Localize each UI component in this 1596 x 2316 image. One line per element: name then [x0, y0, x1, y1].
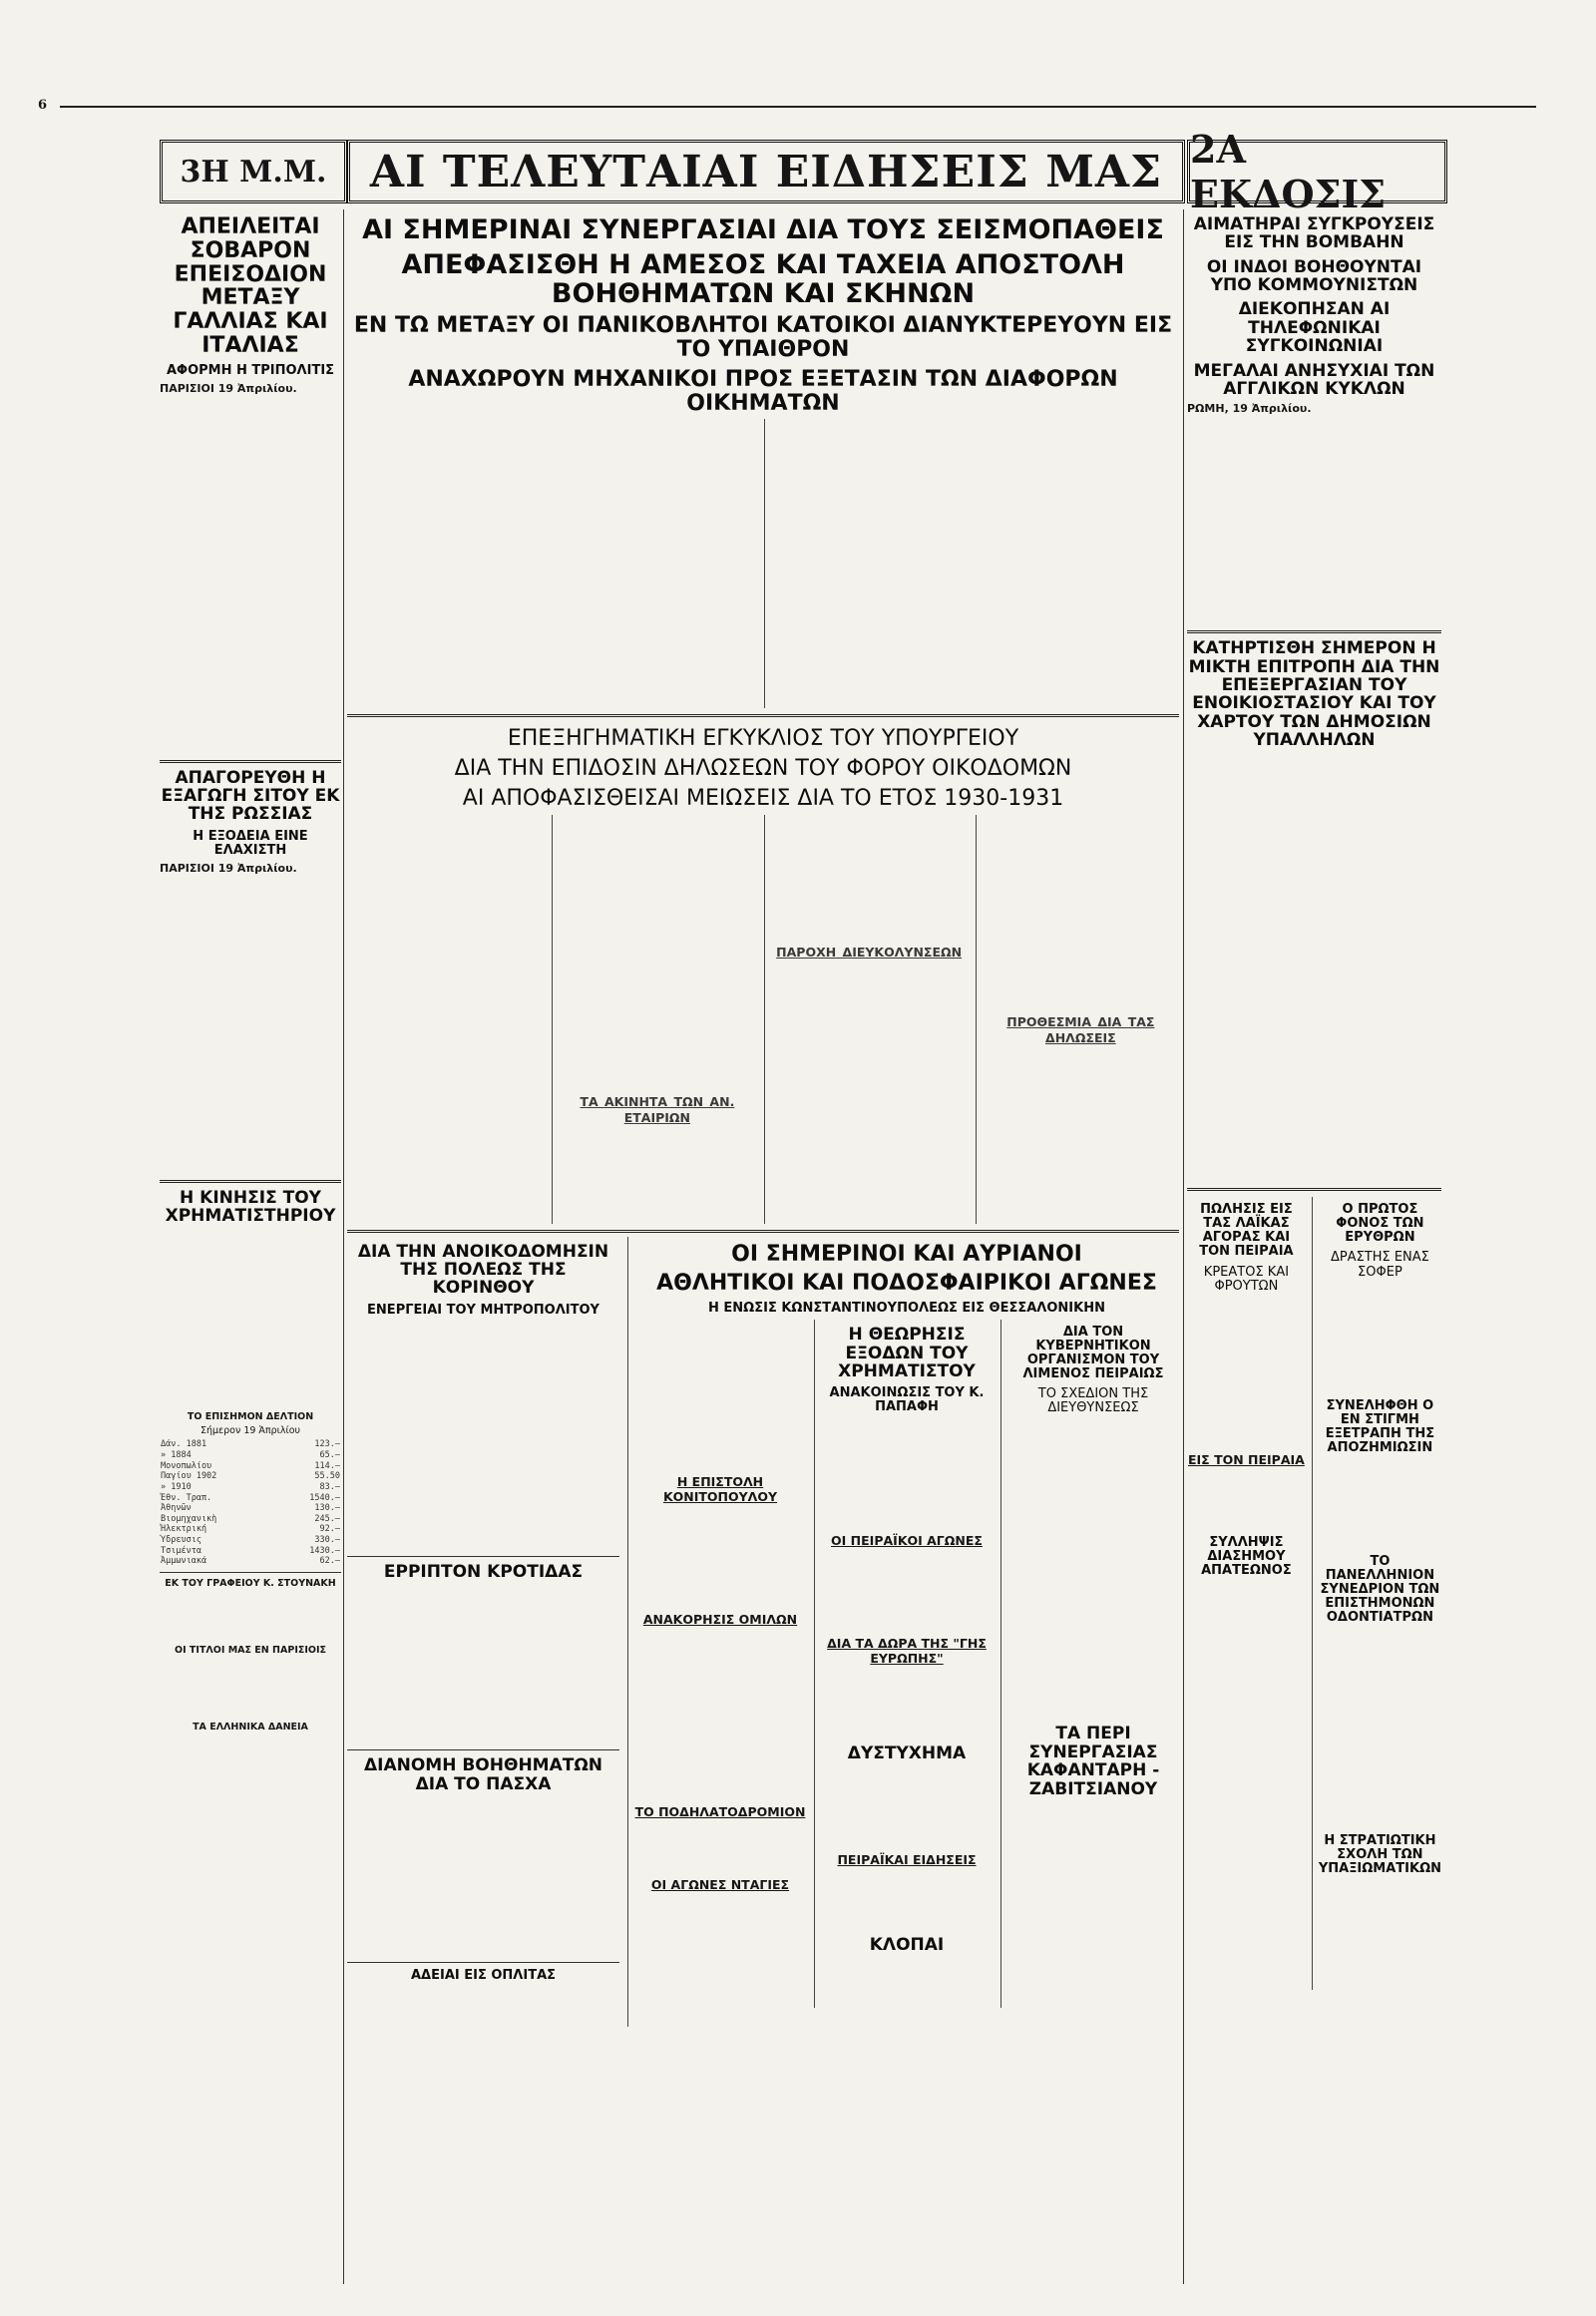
odontiatron-text — [1319, 1629, 1441, 1828]
adeiai-headline: ΑΔΕΙΑΙ ΕΙΣ ΟΠΛΙΤΑΣ — [410, 1967, 557, 1983]
divider — [160, 1572, 341, 1573]
europe-text — [821, 1669, 993, 1738]
price-row — [160, 1503, 341, 1514]
price-row — [160, 1556, 341, 1567]
left-foot-1: ΕΚ ΤΟΥ ΓΡΑΦΕΙΟΥ Κ. ΣΤΟΥΝΑΚΗ — [165, 1577, 336, 1589]
sport-col — [814, 1320, 993, 2008]
price-label: Παγίου 1902 — [161, 1471, 217, 1482]
dystychima-headline: ΔΥΣΤΥΧΗΜΑ — [847, 1743, 967, 1764]
peiraia-subhead: ΚΡΕΑΤΟΣ ΚΑΙ ΦΡΟΥΤΩΝ — [1203, 1264, 1290, 1294]
peiraikai-eidiseis-text — [821, 1870, 993, 1930]
thea-subhead: ΑΝΑΚΟΙΝΩΣΙΣ ΤΟΥ Κ. ΠΑΠΑΦΗ — [829, 1385, 985, 1415]
organ-text — [1007, 1419, 1179, 1719]
price-label: Ἀμμωνιακά — [161, 1556, 207, 1567]
peiraia-text-2 — [1187, 1470, 1306, 1530]
syllipsis-text — [1187, 1582, 1306, 1911]
price-row — [160, 1514, 341, 1525]
price-row — [160, 1439, 341, 1450]
right-headline-4: ΜΕΓΑΛΑΙ ΑΝΗΣΥΧΙΑΙ ΤΩΝ ΑΓΓΛΙΚΩΝ ΚΥΚΛΩΝ — [1193, 360, 1435, 399]
left-article-3-text — [160, 1229, 341, 1408]
peiraia-text — [1187, 1298, 1306, 1447]
left-subhead-2: Η ΕΞΟΔΕΙΑ ΕΙΝΕ ΕΛΑΧΙΣΤΗ — [193, 828, 308, 858]
right-lower-col — [1312, 1197, 1441, 1990]
lead-article-col — [347, 419, 756, 708]
price-value: 55.50 — [314, 1471, 340, 1482]
tax-article-body — [347, 815, 1179, 1224]
price-value: 130.— — [314, 1503, 340, 1514]
stratiotiki-headline: Η ΣΤΡΑΤΙΩΤΙΚΗ ΣΧΟΛΗ ΤΩΝ ΥΠΑΞΙΩΜΑΤΙΚΩΝ — [1318, 1832, 1441, 1876]
sport-text — [634, 1630, 806, 1799]
sport-headline-1: ΟΙ ΣΗΜΕΡΙΝΟΙ ΚΑΙ ΑΥΡΙΑΝΟΙ — [731, 1241, 1082, 1267]
dianomi-headline: ΔΙΑΝΟΜΗ ΒΟΗΘΗΜΑΤΩΝ ΔΙΑ ΤΟ ΠΑΣΧΑ — [363, 1755, 603, 1794]
sport-headline-2: ΑΘΛΗΤΙΚΟΙ ΚΑΙ ΠΟΔΟΣΦΑΙΡΙΚΟΙ ΑΓΩΝΕΣ — [656, 1271, 1157, 1297]
sport-subhead-4: ΟΙ ΑΓΩΝΕΣ ΝΤΑΓΙΕΣ — [650, 1877, 790, 1893]
left-foot-2: ΟΙ ΤΙΤΛΟΙ ΜΑΣ ΕΝ ΠΑΡΙΣΙΟΙΣ — [175, 1644, 326, 1656]
peiraikoi-agones-text — [821, 1551, 993, 1631]
sport-body — [634, 1320, 1179, 2008]
divider — [347, 1749, 619, 1750]
price-value: 1430.— — [309, 1545, 340, 1556]
peiraia-headline: ΠΩΛΗΣΙΣ ΕΙΣ ΤΑΣ ΛΑΪΚΑΣ ΑΓΟΡΑΣ ΚΑΙ ΤΟΝ ΠΕΙΡΑΙΑ — [1199, 1202, 1294, 1260]
sport-headline-3: Η ΕΝΩΣΙΣ ΚΩΝΣΤΑΝΤΙΝΟΥΠΟΛΕΩΣ ΕΙΣ ΘΕΣΣΑΛΟΝΙΚΗΝ — [708, 1301, 1105, 1317]
tax-col — [347, 815, 544, 1224]
tax-headline-1: ΕΠΕΞΗΓΗΜΑΤΙΚΗ ΕΓΚΥΚΛΙΟΣ ΤΟΥ ΥΠΟΥΡΓΕΙΟΥ — [507, 726, 1019, 752]
kafantari-headline: ΤΑ ΠΕΡΙ ΣΥΝΕΡΓΑΣΙΑΣ ΚΑΦΑΝΤΑΡΗ - ΖΑΒΙΤΣΙΑΝΟΥ — [1026, 1724, 1160, 1799]
table-subtitle: Σήμερον 19 Ἀπριλίου — [200, 1425, 301, 1437]
right-headline-5: ΚΑΤΗΡΤΙΣΘΗ ΣΗΜΕΡΟΝ Η ΜΙΚΤΗ ΕΠΙΤΡΟΠΗ ΔΙΑ ΤΗΝ ΕΠΕΞΕΡΓΑΣΙΑΝ ΤΟΥ ΕΝΟΙΚΙΟΣΤΑΣΙΟΥ ΚΑΙ ΤΟΥ ΧΑΡΤΟΥ ΤΩΝ ΔΗΜΟΣΙΩΝ ΥΠΑΛΛΗΛΩΝ — [1188, 638, 1440, 751]
tax-headline-3: ΑΙ ΑΠΟΦΑΣΙΣΘΕΙΣΑΙ ΜΕΙΩΣΕΙΣ ΔΙΑ ΤΟ ΕΤΟΣ 1930-1931 — [462, 785, 1064, 811]
right-headline-2: ΟΙ ΙΝΔΟΙ ΒΟΗΘΟΥΝΤΑΙ ΥΠΟ ΚΟΜΜΟΥΝΙΣΤΩΝ — [1206, 256, 1422, 296]
price-value: 123.— — [314, 1439, 340, 1450]
right-lower-col — [1187, 1197, 1306, 1990]
corinth-subhead: ΕΝΕΡΓΕΙΑΙ ΤΟΥ ΜΗΤΡΟΠΟΛΙΤΟΥ — [367, 1302, 599, 1318]
tax-subhead-akinita: ΤΑ ΑΚΙΝΗΤΑ ΤΩΝ ΑΝ. ΕΤΑΙΡΙΩΝ — [580, 1093, 735, 1126]
peiraikai-eidiseis-headline: ΠΕΙΡΑΪΚΑΙ ΕΙΔΗΣΕΙΣ — [837, 1851, 977, 1867]
fonos-headline: Ο ΠΡΩΤΟΣ ΦΟΝΟΣ ΤΩΝ ΕΡΥΘΡΩΝ — [1336, 1202, 1424, 1246]
price-value: 245.— — [314, 1513, 340, 1524]
price-value: 114.— — [314, 1460, 340, 1471]
left-foot-2-text — [160, 1659, 341, 1719]
tax-col — [552, 815, 755, 1224]
right-column — [1187, 209, 1441, 2284]
thea-headline: Η ΘΕΩΡΗΣΙΣ ΕΞΟΔΩΝ ΤΟΥ ΧΡΗΜΑΤΙΣΤΟΥ — [838, 1325, 976, 1381]
left-headline-1: ΑΠΕΙΛΕΙΤΑΙ ΣΟΒΑΡΟΝ ΕΠΕΙΣΟΔΙΟΝ ΜΕΤΑΞΥ ΓΑΛΛΙΑΣ ΚΑΙ ΙΤΑΛΙΑΣ — [173, 214, 328, 358]
dianomi-text — [347, 1797, 619, 1957]
lead-headline-4: ΑΝΑΧΩΡΟΥΝ ΜΗΧΑΝΙΚΟΙ ΠΡΟΣ ΕΞΕΤΑΣΙΝ ΤΩΝ ΔΙΑΦΟΡΩΝ ΟΙΚΗΜΑΤΩΝ — [408, 366, 1118, 416]
right-article-2-text — [1187, 753, 1441, 1182]
header-right: 2Α ΕΚΔΟΣΙΣ — [1187, 140, 1447, 203]
left-foot-1-text — [160, 1592, 341, 1642]
left-foot-3-text — [160, 1736, 341, 1785]
price-label: Μονοπωλίου — [161, 1460, 212, 1471]
left-subhead-1: ΑΦΟΡΜΗ Η ΤΡΙΠΟΛΙΤΙΣ — [166, 362, 335, 378]
price-row — [160, 1546, 341, 1557]
sport-subhead-1: Η ΕΠΙΣΤΟΛΗ ΚΟΝΙΤΟΠΟΥΛΟΥ — [662, 1474, 778, 1505]
price-row — [160, 1524, 341, 1535]
corinth-text — [347, 1322, 619, 1551]
corinth-headline: ΔΙΑ ΤΗΝ ΑΝΟΙΚΟΔΟΜΗΣΙΝ ΤΗΣ ΠΟΛΕΩΣ ΤΗΣ ΚΟΡΙΝΘΟΥ — [357, 1241, 609, 1299]
price-row — [160, 1493, 341, 1504]
right-dateline: ΡΩΜΗ, 19 Ἀπριλίου. — [1187, 402, 1312, 416]
divider — [347, 1962, 619, 1963]
center-block — [347, 209, 1179, 2284]
price-value: 92.— — [319, 1524, 340, 1535]
price-row — [160, 1482, 341, 1493]
left-headline-3: Η ΚΙΝΗΣΙΣ ΤΟΥ ΧΡΗΜΑΤΙΣΤΗΡΙΟΥ — [165, 1187, 336, 1227]
kroti-headline: ΕΡΡΙΠΤΟΝ ΚΡΟΤΙΔΑΣ — [383, 1561, 584, 1582]
tax-subhead-prothesmia: ΠΡΟΘΕΣΜΙΑ ΔΙΑ ΤΑΣ ΔΗΛΩΣΕΙΣ — [1006, 1013, 1155, 1046]
lead-article-col — [764, 419, 1180, 708]
price-label: » 1910 — [161, 1481, 192, 1492]
left-article-2-text — [160, 875, 341, 1174]
price-row — [160, 1461, 341, 1472]
adeiai-text — [347, 1987, 619, 2027]
divider — [160, 1180, 341, 1183]
kafantari-text — [1007, 1802, 1179, 2002]
dystychima-text — [821, 1767, 993, 1847]
synelifthi-text — [1319, 1459, 1441, 1549]
sport-col — [1000, 1320, 1179, 2008]
thea-text — [821, 1418, 993, 1528]
tax-subhead-parochi: ΠΑΡΟΧΗ ΔΙΕΥΚΟΛΥΝΣΕΩΝ — [776, 944, 963, 960]
organ-headline: ΔΙΑ ΤΟΝ ΚΥΒΕΡΝΗΤΙΚΟΝ ΟΡΓΑΝΙΣΜΟΝ ΤΟΥ ΛΙΜΕΝΟΣ ΠΕΙΡΑΙΩΣ — [1022, 1325, 1164, 1382]
tax-section — [347, 714, 1179, 1223]
price-table — [160, 1439, 341, 1567]
right-headline-1: ΑΙΜΑΤΗΡΑΙ ΣΥΓΚΡΟΥΣΕΙΣ ΕΙΣ ΤΗΝ ΒΟΜΒΑΗΝ — [1193, 214, 1435, 253]
column-divider — [343, 209, 344, 2284]
header-left: 3Η Μ.Μ. — [160, 140, 347, 203]
price-label: » 1884 — [161, 1450, 192, 1461]
right-headline-3: ΔΙΕΚΟΠΗΣΑΝ ΑΙ ΤΗΛΕΦΩΝΙΚΑΙ ΣΥΓΚΟΙΝΩΝΙΑΙ — [1238, 299, 1391, 357]
divider — [160, 760, 341, 763]
peiraikoi-agones-headline: ΟΙ ΠΕΙΡΑΪΚΟΙ ΑΓΩΝΕΣ — [831, 1533, 983, 1549]
lower-col-2 — [627, 1237, 1179, 2027]
price-label: Ἐθν. Τραπ. — [161, 1492, 212, 1503]
fonos-subhead: ΔΡΑΣΤΗΣ ΕΝΑΣ ΣΟΦΕΡ — [1330, 1250, 1429, 1280]
synelifthi-headline: ΣΥΝΕΛΗΦΘΗ Ο ΕΝ ΣΤΙΓΜΗ ΕΞΕΤΡΑΠΗ ΤΗΣ ΑΠΟΖΗΜΙΩΣΙΝ — [1325, 1397, 1435, 1455]
price-value: 83.— — [319, 1481, 340, 1492]
price-label: Δάν. 1881 — [161, 1439, 207, 1450]
sport-col — [634, 1320, 806, 2008]
left-headline-2: ΑΠΑΓΟΡΕΥΘΗ Η ΕΞΑΓΩΓΗ ΣΙΤΟΥ ΕΚ ΤΗΣ ΡΩΣΣΙΑΣ — [161, 767, 340, 825]
tax-col — [976, 815, 1179, 1224]
klopai-text — [821, 1958, 993, 2008]
tax-headline-2: ΔΙΑ ΤΗΝ ΕΠΙΔΟΣΙΝ ΔΗΛΩΣΕΩΝ ΤΟΥ ΦΟΡΟΥ ΟΙΚΟΔΟΜΩΝ — [454, 756, 1072, 782]
price-value: 65.— — [319, 1450, 340, 1461]
divider — [347, 1556, 619, 1557]
table-title: ΤΟ ΕΠΙΣΗΜΟΝ ΔΕΛΤΙΟΝ — [187, 1411, 314, 1423]
lead-headline-1: ΑΙ ΣΗΜΕΡΙΝΑΙ ΣΥΝΕΡΓΑΣΙΑΙ ΔΙΑ ΤΟΥΣ ΣΕΙΣΜΟΠΑΘΕΙΣ — [362, 214, 1164, 245]
lead-article-body — [347, 419, 1179, 708]
europe-headline: ΔΙΑ ΤΑ ΔΩΡΑ ΤΗΣ "ΓΗΣ ΕΥΡΩΠΗΣ" — [827, 1636, 987, 1667]
page-number: 6 — [38, 98, 48, 113]
sport-text — [634, 1822, 806, 1872]
price-label: Ἀθηνῶν — [161, 1503, 192, 1514]
lower-col-1 — [347, 1237, 619, 2027]
organ-subhead: ΤΟ ΣΧΕΔΙΟΝ ΤΗΣ ΔΙΕΥΘΥΝΣΕΩΣ — [1037, 1386, 1149, 1416]
price-label: Βιομηχανικὴ — [161, 1513, 217, 1524]
left-dateline-1: ΠΑΡΙΣΙΟΙ 19 Ἀπριλίου. — [160, 381, 297, 395]
kroti-text — [347, 1585, 619, 1744]
column-divider — [1183, 209, 1184, 2284]
syllipsis-headline: ΣΥΛΛΗΨΙΣ ΔΙΑΣΗΜΟΥ ΑΠΑΤΕΩΝΟΣ — [1201, 1534, 1292, 1578]
stratiotiki-text — [1319, 1880, 1441, 1990]
lead-headline-3: ΕΝ ΤΩ ΜΕΤΑΞΥ ΟΙ ΠΑΝΙΚΟΒΛΗΤΟΙ ΚΑΤΟΙΚΟΙ ΔΙΑΝΥΚΤΕΡΕΥΟΥΝ ΕΙΣ ΤΟ ΥΠΑΙΘΡΟΝ — [353, 313, 1173, 363]
divider — [1187, 1188, 1441, 1191]
sport-text — [634, 1895, 806, 1975]
tax-col — [764, 815, 968, 1224]
top-rule — [60, 106, 1536, 108]
sport-subhead-2: ΑΝΑΚΟΡΗΣΙΣ ΟΜΙΛΩΝ — [642, 1612, 798, 1628]
price-row — [160, 1535, 341, 1546]
left-column — [160, 209, 341, 2284]
price-label: Ὕδρευσις — [161, 1535, 201, 1546]
klopai-headline: ΚΛΟΠΑΙ — [869, 1934, 945, 1955]
fonos-text — [1319, 1284, 1441, 1393]
peiraia-subhead-2: ΕΙΣ ΤΟΝ ΠΕΙΡΑΙΑ — [1187, 1451, 1305, 1467]
price-value: 1540.— — [309, 1492, 340, 1503]
sport-subhead-3: ΤΟ ΠΟΔΗΛΑΤΟΔΡΟΜΙΟΝ — [634, 1804, 806, 1820]
right-article-1-text — [1187, 415, 1441, 624]
odontiatron-headline: ΤΟ ΠΑΝΕΛΛΗΝΙΟΝ ΣΥΝΕΔΡΙΟΝ ΤΩΝ ΕΠΙΣΤΗΜΟΝΩΝ ΟΔΟΝΤΙΑΤΡΩΝ — [1320, 1553, 1440, 1625]
price-row — [160, 1450, 341, 1461]
right-lower — [1187, 1197, 1441, 1990]
price-row — [160, 1471, 341, 1482]
price-value: 62.— — [319, 1556, 340, 1567]
sport-text — [634, 1320, 806, 1469]
header-center: ΑΙ ΤΕΛΕΥΤΑΙΑΙ ΕΙΔΗΣΕΙΣ ΜΑΣ — [347, 140, 1185, 203]
price-value: 330.— — [314, 1535, 340, 1546]
price-label: Τσιμέντα — [161, 1545, 201, 1556]
lead-headline-2: ΑΠΕΦΑΣΙΣΘΗ Η ΑΜΕΣΟΣ ΚΑΙ ΤΑΧΕΙΑ ΑΠΟΣΤΟΛΗ ΒΟΗΘΗΜΑΤΩΝ ΚΑΙ ΣΚΗΝΩΝ — [401, 249, 1125, 310]
sport-text — [634, 1507, 806, 1607]
left-foot-3: ΤΑ ΕΛΛΗΝΙΚΑ ΔΑΝΕΙΑ — [193, 1721, 308, 1733]
left-article-1-text — [160, 395, 341, 754]
lower-center-section — [347, 1230, 1179, 2027]
left-dateline-2: ΠΑΡΙΣΙΟΙ 19 Ἀπριλίου. — [160, 861, 297, 875]
divider — [1187, 630, 1441, 633]
price-label: Ἠλεκτρική — [161, 1524, 207, 1535]
